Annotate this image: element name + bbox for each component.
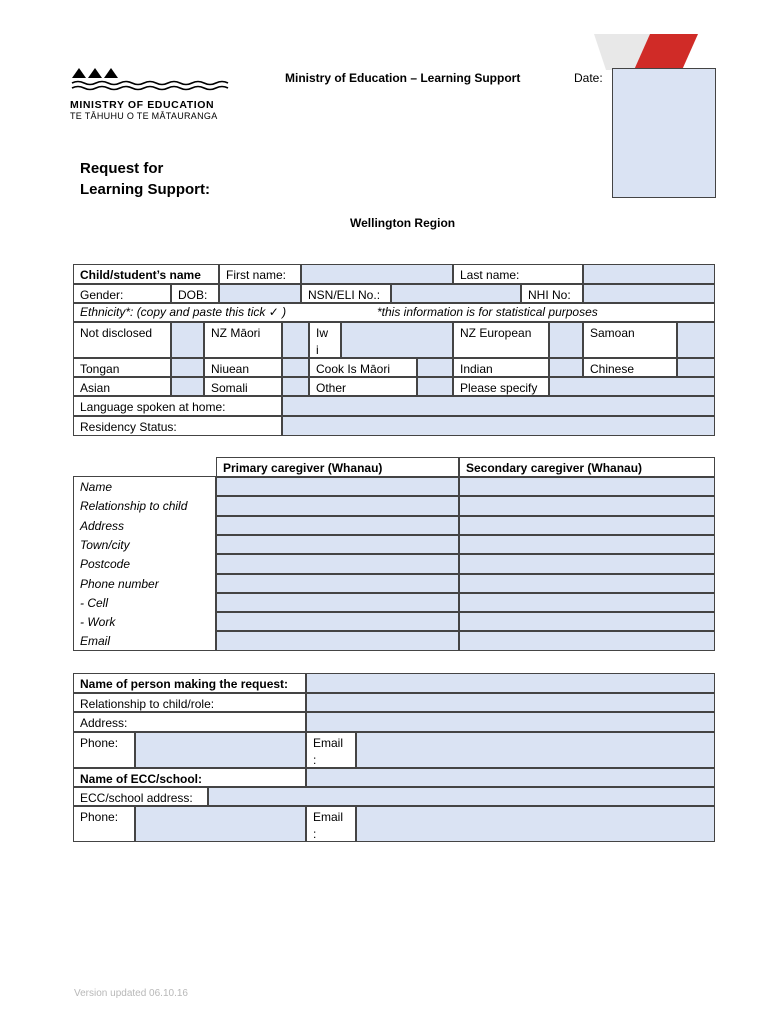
corner-stripe-icon xyxy=(594,34,700,70)
logo-name: MINISTRY OF EDUCATION xyxy=(70,99,215,111)
caregiver-row-label: - Cell xyxy=(73,593,216,612)
caregiver-row-label: Email xyxy=(73,631,216,651)
child-name-label: Child/student’s name xyxy=(73,264,219,284)
eth-cook-is-maori-box[interactable] xyxy=(417,358,453,377)
school-address-label: ECC/school address: xyxy=(73,787,208,806)
primary-caregiver-field[interactable] xyxy=(216,554,459,574)
eth-chinese-box[interactable] xyxy=(677,358,715,377)
nsn-field[interactable] xyxy=(391,284,521,303)
residency-field[interactable] xyxy=(282,416,715,436)
ethnicity-label: Ethnicity*: (copy and paste this tick ✓ ) xyxy=(80,305,287,319)
eth-nz-maori: NZ Māori xyxy=(204,322,282,358)
form-title-line2: Learning Support: xyxy=(80,181,210,198)
last-name-field[interactable] xyxy=(583,264,715,284)
school-email-label xyxy=(306,806,356,842)
eth-asian: Asian xyxy=(73,377,171,396)
eth-indian-box[interactable] xyxy=(549,358,583,377)
secondary-caregiver-field[interactable] xyxy=(459,574,715,593)
school-phone-label: Phone: xyxy=(73,806,135,842)
caregiver-row-label: - Work xyxy=(73,612,216,631)
school-name-label: Name of ECC/school: xyxy=(73,768,306,787)
requester-relationship-field[interactable] xyxy=(306,693,715,712)
requester-address-label: Address: xyxy=(73,712,306,732)
school-address-field[interactable] xyxy=(208,787,715,806)
eth-other: Other xyxy=(309,377,417,396)
requester-name-label: Name of person making the request: xyxy=(73,673,306,693)
logo-mark-icon xyxy=(70,64,230,98)
requester-relationship-label: Relationship to child/role: xyxy=(73,693,306,712)
eth-tongan: Tongan xyxy=(73,358,171,377)
eth-samoan: Samoan xyxy=(583,322,677,358)
eth-asian-box[interactable] xyxy=(171,377,204,396)
eth-iwi-line2: i xyxy=(316,343,319,357)
school-email-field[interactable] xyxy=(356,806,715,842)
eth-other-box[interactable] xyxy=(417,377,453,396)
caregiver-row-label: Name xyxy=(73,477,216,496)
requester-phone-field[interactable] xyxy=(135,732,306,768)
eth-somali: Somali xyxy=(204,377,282,396)
nsn-label: NSN/ELI No.: xyxy=(301,284,391,303)
eth-chinese: Chinese xyxy=(583,358,677,377)
primary-caregiver-field[interactable] xyxy=(216,574,459,593)
eth-nz-european-box[interactable] xyxy=(549,322,583,358)
primary-caregiver-header: Primary caregiver (Whanau) xyxy=(216,457,459,477)
school-name-field[interactable] xyxy=(306,768,715,787)
date-stamp-box[interactable] xyxy=(612,68,716,198)
primary-caregiver-field[interactable] xyxy=(216,516,459,535)
version-footer: Version updated 06.10.16 xyxy=(74,988,188,999)
region-label: Wellington Region xyxy=(350,216,456,230)
header-title: Ministry of Education – Learning Support xyxy=(285,71,521,85)
school-email-line1: Email xyxy=(313,810,344,824)
caregiver-row-label: Phone number xyxy=(73,574,216,593)
eth-indian: Indian xyxy=(453,358,549,377)
primary-caregiver-field[interactable] xyxy=(216,631,459,651)
gender-label: Gender: xyxy=(73,284,171,303)
eth-samoan-box[interactable] xyxy=(677,322,715,358)
nhi-label: NHI No: xyxy=(521,284,583,303)
secondary-caregiver-header: Secondary caregiver (Whanau) xyxy=(459,457,715,477)
caregiver-row-label: Address xyxy=(73,516,216,535)
logo-maori-name: TE TĀHUHU O TE MĀTAURANGA xyxy=(70,111,218,121)
school-email-line2: : xyxy=(313,827,317,841)
ministry-logo xyxy=(70,64,240,124)
requester-email-line2: : xyxy=(313,753,317,767)
eth-tongan-box[interactable] xyxy=(171,358,204,377)
eth-cook-is-maori: Cook Is Māori xyxy=(309,358,417,377)
form-title-line1: Request for xyxy=(80,160,164,177)
eth-nz-european: NZ European xyxy=(453,322,549,358)
first-name-label: First name: xyxy=(219,264,301,284)
eth-iwi xyxy=(309,322,341,358)
eth-not-disclosed-box[interactable] xyxy=(171,322,204,358)
caregiver-row-label: Postcode xyxy=(73,554,216,574)
eth-somali-box[interactable] xyxy=(282,377,309,396)
secondary-caregiver-field[interactable] xyxy=(459,631,715,651)
eth-niuean-box[interactable] xyxy=(282,358,309,377)
school-phone-field[interactable] xyxy=(135,806,306,842)
form-title xyxy=(80,158,210,200)
eth-nz-maori-box[interactable] xyxy=(282,322,309,358)
secondary-caregiver-field[interactable] xyxy=(459,516,715,535)
requester-name-field[interactable] xyxy=(306,673,715,693)
caregiver-row-label: Relationship to child xyxy=(73,496,216,516)
primary-caregiver-field[interactable] xyxy=(216,496,459,516)
date-label: Date: xyxy=(574,71,603,85)
eth-iwi-field[interactable] xyxy=(341,322,453,358)
secondary-caregiver-field[interactable] xyxy=(459,593,715,612)
eth-iwi-line1: Iw xyxy=(316,326,328,340)
primary-caregiver-field[interactable] xyxy=(216,593,459,612)
secondary-caregiver-field[interactable] xyxy=(459,554,715,574)
language-label: Language spoken at home: xyxy=(73,396,282,416)
eth-niuean: Niuean xyxy=(204,358,282,377)
residency-label: Residency Status: xyxy=(73,416,282,436)
eth-please-specify-field[interactable] xyxy=(549,377,715,396)
primary-caregiver-field[interactable] xyxy=(216,535,459,554)
last-name-label: Last name: xyxy=(453,264,583,284)
secondary-caregiver-field[interactable] xyxy=(459,612,715,631)
eth-not-disclosed: Not disclosed xyxy=(73,322,171,358)
eth-please-specify: Please specify xyxy=(453,377,549,396)
requester-address-field[interactable] xyxy=(306,712,715,732)
caregiver-row-label: Town/city xyxy=(73,535,216,554)
requester-phone-label: Phone: xyxy=(73,732,135,768)
ethnicity-note: *this information is for statistical purposes xyxy=(377,305,598,319)
primary-caregiver-field[interactable] xyxy=(216,477,459,496)
requester-email-field[interactable] xyxy=(356,732,715,768)
first-name-field[interactable] xyxy=(301,264,453,284)
nhi-field[interactable] xyxy=(583,284,715,303)
language-field[interactable] xyxy=(282,396,715,416)
requester-email-line1: Email xyxy=(313,736,344,750)
secondary-caregiver-field[interactable] xyxy=(459,496,715,516)
secondary-caregiver-field[interactable] xyxy=(459,477,715,496)
primary-caregiver-field[interactable] xyxy=(216,612,459,631)
secondary-caregiver-field[interactable] xyxy=(459,535,715,554)
dob-field[interactable] xyxy=(219,284,301,303)
requester-email-label xyxy=(306,732,356,768)
dob-label: DOB: xyxy=(171,284,219,303)
